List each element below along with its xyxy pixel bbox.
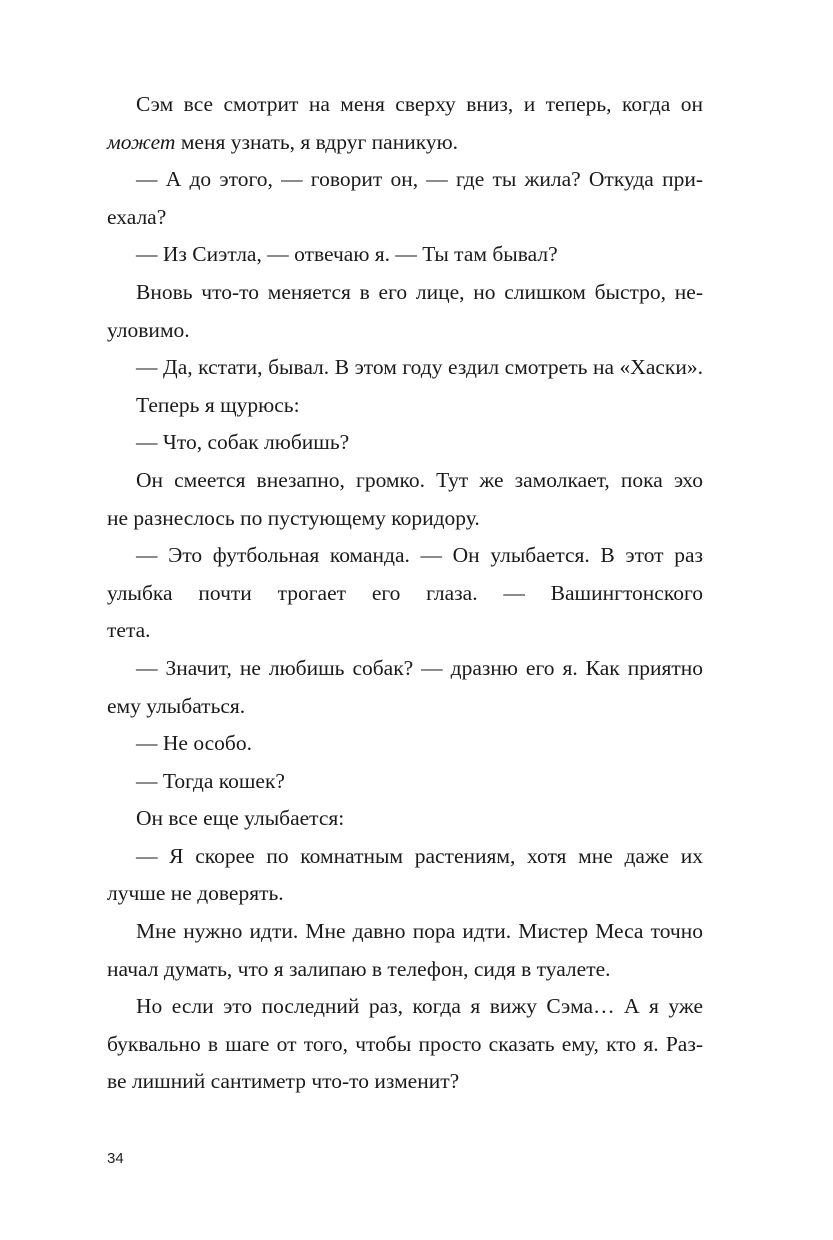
text-line-rest: меня узнать, я вдруг паникую. [175, 129, 459, 154]
text-line: — Это футбольная команда. — Он улыбается. В этот раз [136, 543, 703, 568]
text-line: — Тогда кошек? [136, 768, 285, 793]
text-line: ехала? [107, 204, 167, 229]
text-line: — Значит, не любишь собак? — дразню его я. Как приятно [136, 655, 703, 680]
text-line: ему улыбаться. [107, 693, 246, 718]
text-line: не разнеслось по пустующему коридору. [107, 505, 480, 530]
text-line: начал думать, что я залипаю в телефон, сидя в туалете. [107, 956, 611, 981]
body-text [107, 86, 703, 1101]
text-line: тета. [107, 618, 151, 643]
text-line: буквально в шаге от того, чтобы просто сказать ему, кто я. Раз- [107, 1031, 703, 1056]
text-line: Он смеется внезапно, громко. Тут же замолкает, пока эхо [136, 467, 703, 492]
text-line: Теперь я щурюсь: [136, 392, 300, 417]
text-line: улыбка почти трогает его глаза. — Вашингтонского [107, 580, 703, 605]
text-line: Он все еще улыбается: [136, 806, 345, 831]
italic-word: может [107, 129, 176, 154]
text-line: Сэм все смотрит на меня сверху вниз, и теперь, когда он [136, 92, 703, 116]
text-line: — Не особо. [136, 731, 252, 756]
page-number: 34 [107, 1150, 124, 1167]
text-line: — Да, кстати, бывал. В этом году ездил смотреть на «Хаски». [136, 355, 703, 380]
text-line: — Что, собак любишь? [136, 430, 350, 455]
text-line [107, 124, 703, 162]
text-line: — Из Сиэтла, — отвечаю я. — Ты там бывал? [136, 242, 558, 267]
text-line: уловимо. [107, 317, 190, 342]
text-line: ве лишний сантиметр что-то изменит? [107, 1069, 460, 1094]
text-line: Вновь что-то меняется в его лице, но слишком быстро, не- [136, 279, 703, 304]
text-line: Мне нужно идти. Мне давно пора идти. Мистер Меса точно [136, 919, 703, 944]
text-line: — А до этого, — говорит он, — где ты жила? Откуда при- [136, 167, 703, 192]
text-line: — Я скорее по комнатным растениям, хотя мне даже их [136, 843, 703, 868]
text-line: Но если это последний раз, когда я вижу Сэма… А я уже [136, 994, 703, 1019]
text-line: лучше не доверять. [107, 881, 284, 906]
